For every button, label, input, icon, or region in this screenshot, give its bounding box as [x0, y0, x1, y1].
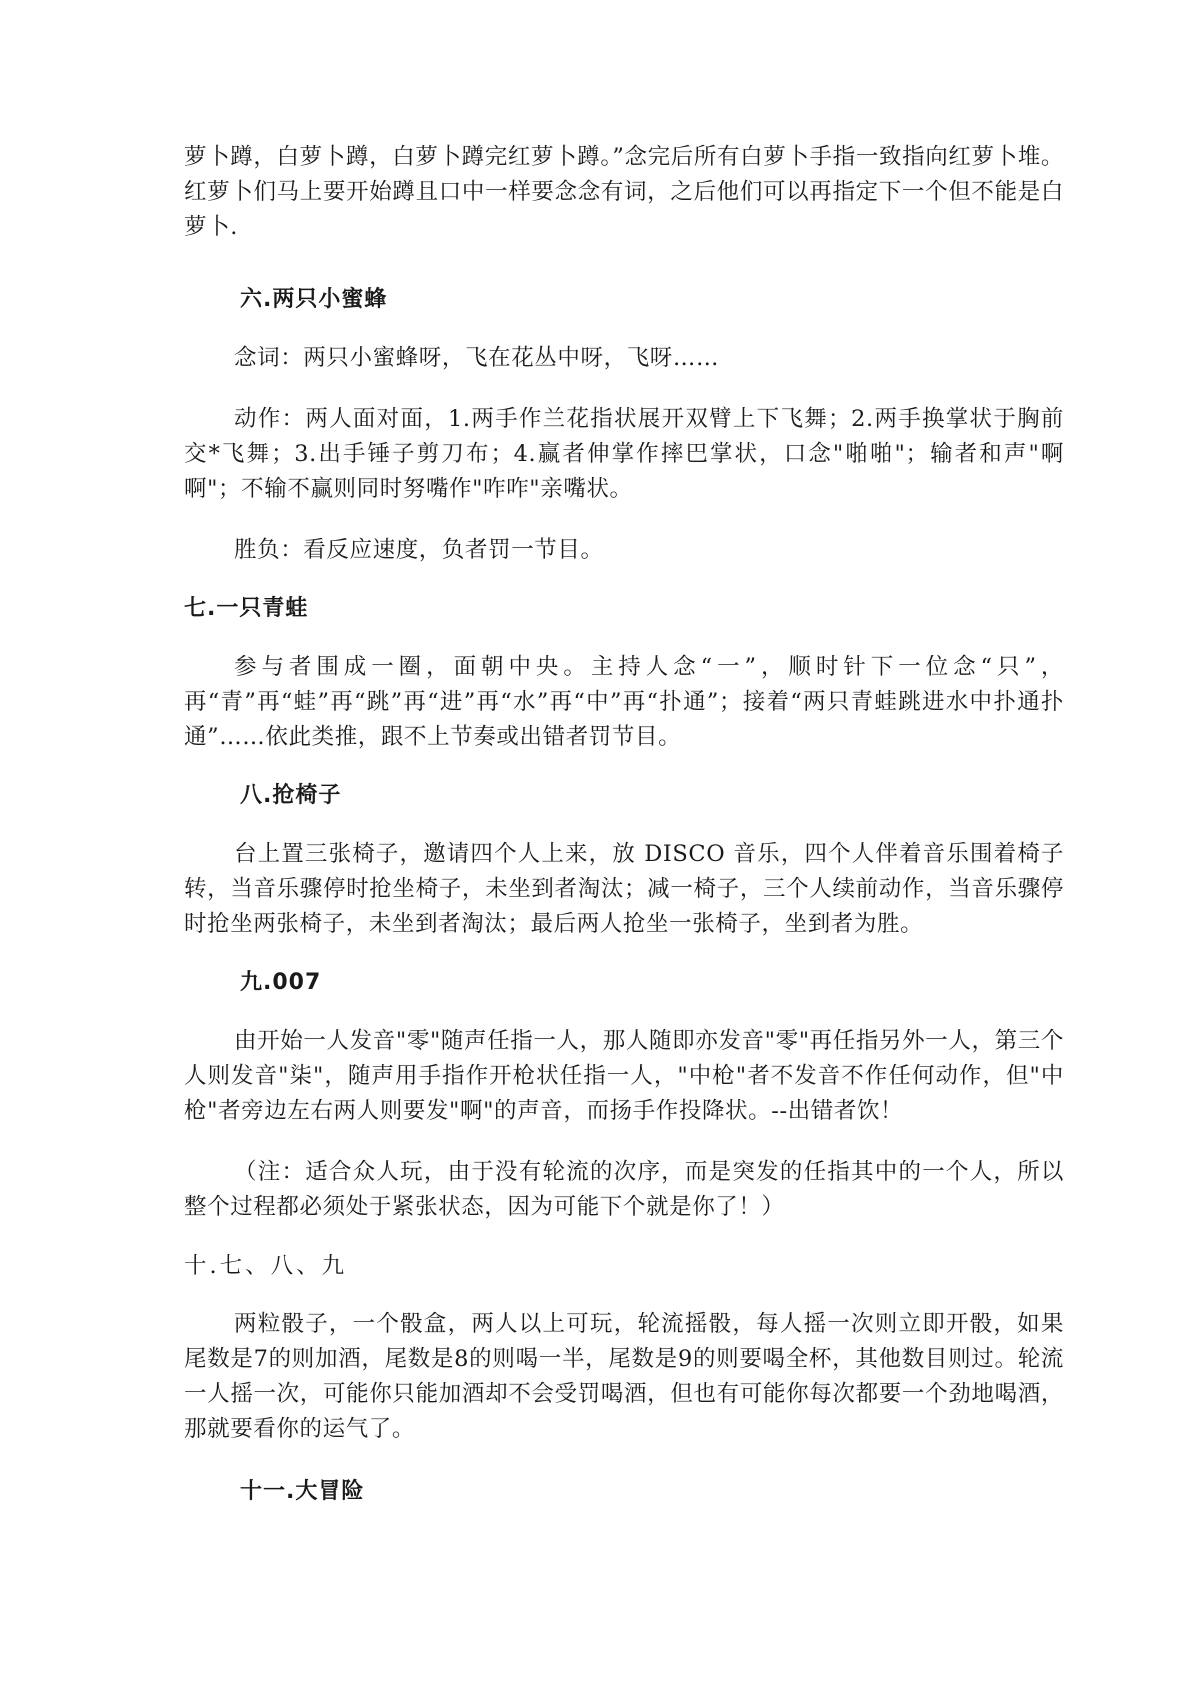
section-9-note-paragraph: （注：适合众人玩，由于没有轮流的次序，而是突发的任指其中的一个人，所以整个过程都必须处于紧张状态，因为可能下个就是你了！） [184, 1159, 1064, 1220]
section-8-title: 八.抢椅子 [240, 783, 342, 808]
section-7-paragraph: 参与者围成一圈，面朝中央。主持人念“一”，顺时针下一位念“只”，再“青”再“蛙”再“跳”再“进”再“水”再“中”再“扑通”；接着“两只青蛙跳进水中扑通扑通”……依此类推，跟不上节奏或出错者罚节目。 [184, 654, 1064, 750]
document-page [184, 140, 1064, 1507]
section-8-paragraph: 台上置三张椅子，邀请四个人上来，放 DISCO 音乐，四个人伴着音乐围着椅子转，当音乐骤停时抢坐椅子，未坐到者淘汰；减一椅子，三个人续前动作，当音乐骤停时抢坐两张椅子，未坐到者淘汰；最后两人抢坐一张椅子，坐到者为胜。 [184, 841, 1064, 937]
section-6-lyrics-paragraph: 念词：两只小蜜蜂呀，飞在花丛中呀，飞呀…… [234, 345, 720, 371]
section-9-title: 九.007 [240, 970, 322, 995]
section-6-result-paragraph: 胜负：看反应速度，负者罚一节目。 [234, 537, 604, 563]
section-11-title: 十一.大冒险 [240, 1479, 365, 1504]
intro-continuation-paragraph: 萝卜蹲，白萝卜蹲，白萝卜蹲完红萝卜蹲。”念完后所有白萝卜手指一致指向红萝卜堆。红萝卜们马上要开始蹲且口中一样要念念有词，之后他们可以再指定下一个但不能是白萝卜. [184, 144, 1064, 240]
section-7-title: 七.一只青蛙 [184, 596, 309, 621]
section-6-title: 六.两只小蜜蜂 [240, 287, 388, 312]
section-10-paragraph: 两粒骰子，一个骰盒，两人以上可玩，轮流摇骰，每人摇一次则立即开骰，如果尾数是7的则加酒，尾数是8的则喝一半，尾数是9的则要喝全杯，其他数目则过。轮流一人摇一次，可能你只能加酒却不会受罚喝酒，但也有可能你每次都要一个劲地喝酒，那就要看你的运气了。 [184, 1311, 1064, 1442]
section-10-title: 十.七、八、九 [184, 1253, 348, 1279]
section-9-paragraph: 由开始一人发音"零"随声任指一人，那人随即亦发音"零"再任指另外一人，第三个人则发音"柒"，随声用手指作开枪状任指一人，"中枪"者不发音不作任何动作，但"中枪"者旁边左右两人则要发"啊"的声音，而扬手作投降状。--出错者饮！ [184, 1028, 1064, 1124]
section-6-actions-paragraph: 动作：两人面对面，1.两手作兰花指状展开双臂上下飞舞；2.两手换掌状于胸前交*飞舞；3.出手锤子剪刀布；4.赢者伸掌作摔巴掌状，口念"啪啪"；输者和声"啊啊"；不输不赢则同时努嘴作"咋咋"亲嘴状。 [184, 406, 1064, 502]
